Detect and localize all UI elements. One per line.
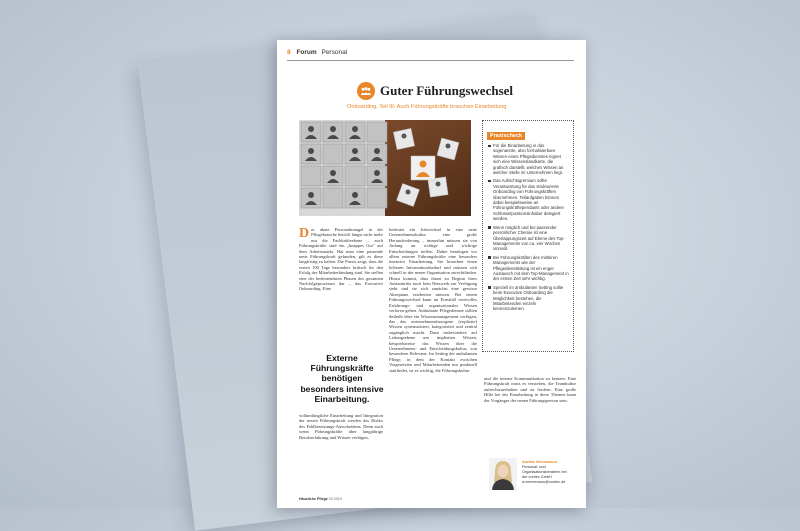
author-role: Personal- und Organisationsberaterin bei der contec GmbH — [522, 465, 567, 479]
article-column-1-continued: vollumfängliche Einarbeitung und Integration der neuen Führungskraft werden das Risiko des Fehlbesetzungs-Ausscheidens. Denn auch wenn Führungskräfte über langjährige Berufserfahrung und Wissen verfügen, — [299, 413, 383, 440]
issue-number: 03.2019 — [328, 497, 342, 501]
list-item: Das Aufsichtsgremium sollte Verantwortung für das strukturierte Onboarding von Führungskräften übernehmen. Teilaufgaben können dabei beispielsweise an Führungskräftependants oder andere Schlüsselpositionsinhaber delegiert werden. — [493, 178, 569, 221]
practice-check-box — [482, 120, 574, 352]
practice-check-list — [487, 143, 569, 312]
author-email: a.vennemann@contec.de — [522, 480, 566, 484]
list-item: Wenn möglich und bei passender persönlicher Chemie ist eine Überlappungszeit auf Ebene des Top-Managements von ca. vier Wochen sinnvoll. — [493, 225, 569, 252]
header-divider — [287, 60, 574, 61]
page-number: 8 — [287, 49, 291, 56]
article-column-3: und die interne Kommunikation zu kennen. Eine Führungskraft muss es verstehen, die Teamkultur aufrechtzuerhalten und zu fördern. Eine große Hilfe bei der Einarbeitung in diese Themen kann der Vorgänger der neuen Führungsperson sein. — [484, 376, 576, 403]
section-label: Forum — [296, 49, 317, 56]
list-item: Bei Führungskräften des mittleren Managements wie der Pflegedienstleitung ist ein enger Austausch mit dem Top-Management in der ersten Zeit sehr wichtig. — [493, 254, 569, 282]
list-item: Für die Einarbeitung in das sogenannte, also formalisierbare Wissen eines Pflegedienstes eignet sich eine Wissenslandkarte, die grafisch darstellt, welches Wissen an welcher Stelle im Unternehmen liegt. — [493, 143, 569, 175]
dropcap: D — [299, 226, 310, 241]
pull-quote: Externe Führungskräfte benötigen besonders intensive Einarbeitung. — [300, 353, 384, 404]
article-title: Guter Führungswechsel — [380, 83, 514, 98]
magazine-name: Häusliche Pflege — [299, 497, 328, 501]
article-column-2: bedeutet ein Jobwechsel in eine neue Unternehmenskultur eine große Herausforderung – immerhin müssen sie von Anfang an richtige und wichtige Entscheidungen treffen. Daher benötigen vor allem externe Führungskräfte eine besonders intensive Einarbeitung. Sie brauchen einen höheren Informationsbedarf und müssen sich schnell in der neuen Organisation zurechtfinden. Hinzu kommt, dass ihnen zu Beginn ihres Anstanttritts noch kein Netzwerk zur Verfügung steht und sie sich zunächst eine gewisse Akzeptanz erarbeiten müssen. Bei einem Führungswechsel kann im Ernstfall wertvolles Erfahrungs- und organisationales Wissen verloren gehen. Ambulante Pflegedienste sollten deshalb über ein Wissensmanagement verfügen, das das unternehmensbezogene (explizite) Wissen systematisiert, kategorisiert und zentral zugänglich macht. Dazu insbesondere auf Leitungsebene um impliziten Wissen, beispielsweise das Wissen über die Unternehmens- und Entscheidungskultur, von besonderer Relevanz. Im Setting der ambulanten Pflege, in dem der Kontakt zwischen Vorgesetzten und Mitarbeitenden nur punktuell stattfindet, ist es wichtig, die Führungskultur — [389, 227, 477, 373]
page-header — [287, 49, 347, 56]
magazine-page — [277, 40, 586, 508]
article-column-1 — [299, 227, 383, 347]
author-info — [522, 460, 572, 485]
article-subtitle: Onboarding, Teil III: Auch Führungskräfte brauchen Einarbeitung — [347, 104, 507, 110]
author-photo — [489, 458, 517, 490]
category-label: Personal — [321, 49, 348, 56]
author-name: Annika Vennemann — [522, 460, 558, 464]
puzzle-photo — [299, 120, 471, 216]
page-footer — [299, 497, 342, 501]
list-item: Speziell im ambulanten Setting sollte beim Executive Onboarding die Möglichkeit bestehen, die Mitarbeitenden einzeln kennenzulernen. — [493, 285, 569, 312]
practice-check-tag: Praxischeck — [487, 132, 525, 140]
people-icon — [357, 82, 375, 100]
article-body: er akute Personalmangel in der Pflegebranche betrifft längst nicht mehr nur die Fachkräfteebene – auch Führungskräfte sind ein „knappes Gut" auf dem Arbeitsmarkt. Hat man eine passende neue Führungskraft gefunden, gilt es diese langfristig zu halten. Die Praxis zeigt, dass die ersten 100 Tage besonders kritisch für den Erfolg der Mitarbeiterbindung sind. Sie stellen eine der bedeutendsten Phasen des gesamten Nachfolgeprozesses dar – das Executive Onboarding. Eine — [299, 227, 383, 292]
article-title-group — [357, 82, 513, 100]
